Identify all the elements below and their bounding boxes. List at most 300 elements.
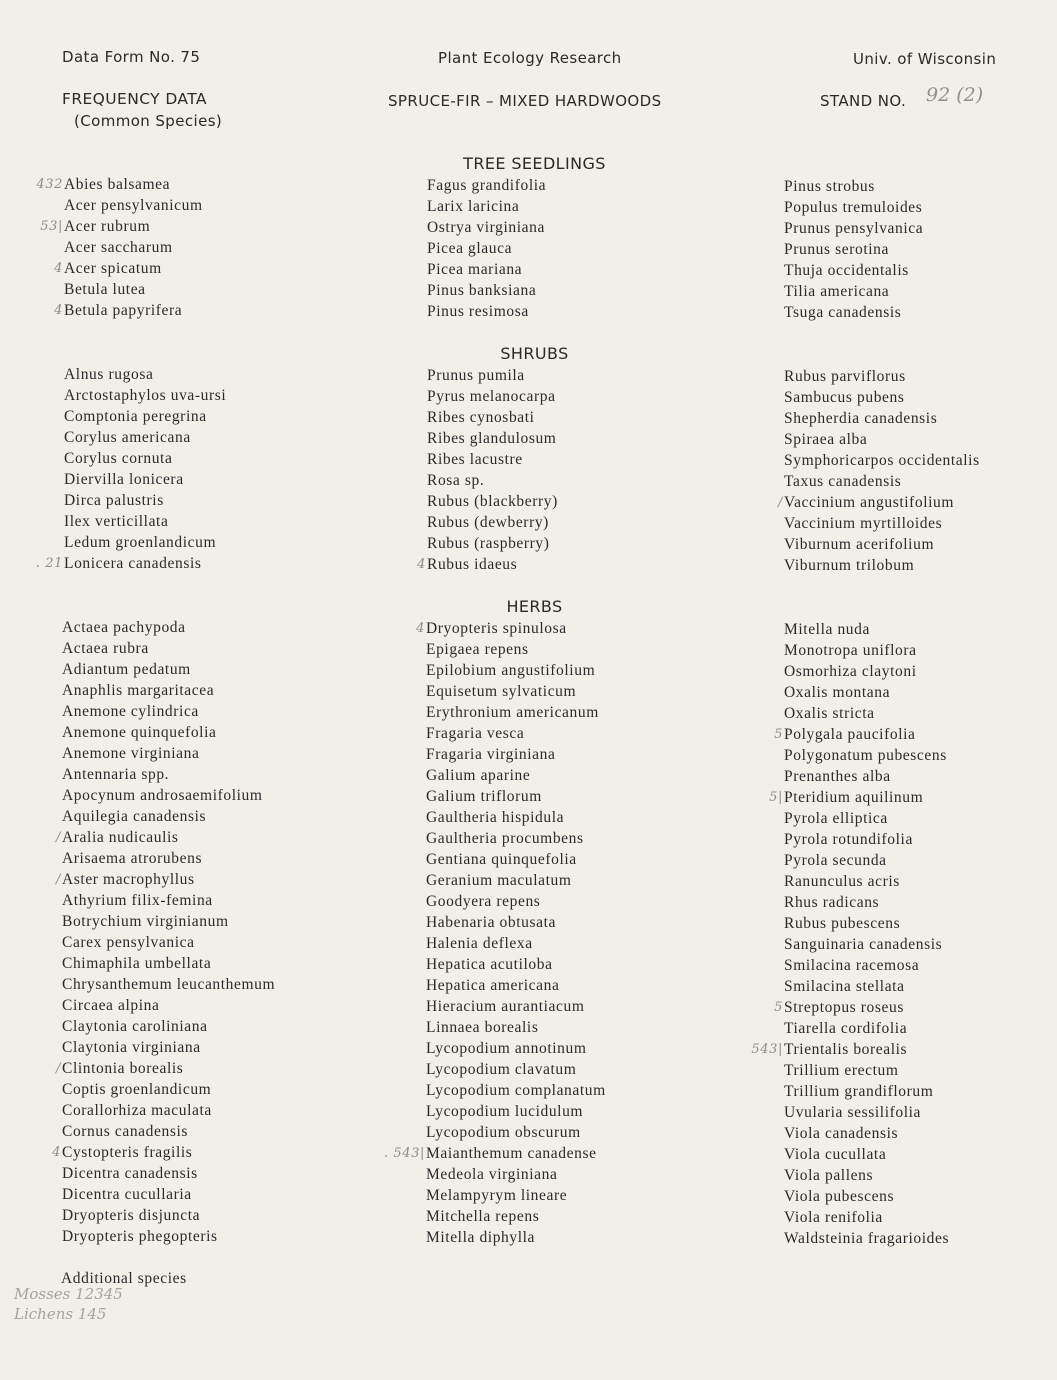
species-row <box>426 1185 606 1206</box>
species-name: Gentiana quinquefolia <box>426 851 577 868</box>
species-name: Arctostaphylos uva-ursi <box>64 387 227 404</box>
species-name: Spiraea alba <box>784 431 868 448</box>
handwritten-frequency-mark: 432 <box>36 177 63 192</box>
species-name: Lonicera canadensis <box>64 555 202 572</box>
species-name: Viola pubescens <box>784 1188 895 1205</box>
shrubs-column-1 <box>35 364 227 574</box>
species-name: Streptopus roseus <box>784 999 904 1016</box>
species-name: Mitella nuda <box>784 621 870 638</box>
species-row <box>54 300 203 321</box>
species-row <box>426 891 606 912</box>
species-row <box>426 1101 606 1122</box>
species-row <box>784 429 980 450</box>
species-name: Abies balsamea <box>64 176 171 193</box>
species-row <box>426 681 606 702</box>
species-name: Rubus idaeus <box>427 556 518 573</box>
species-name: Chimaphila umbellata <box>62 955 212 972</box>
species-row <box>427 533 558 554</box>
species-row <box>426 870 606 891</box>
species-row <box>774 724 949 745</box>
species-row <box>426 849 606 870</box>
species-row <box>426 1227 606 1248</box>
species-name: Lycopodium clavatum <box>426 1061 577 1078</box>
species-name: Larix laricina <box>427 198 520 215</box>
species-name: Betula papyrifera <box>64 302 183 319</box>
species-name: Carex pensylvanica <box>62 934 195 951</box>
species-row <box>62 1226 275 1247</box>
species-row <box>62 764 275 785</box>
species-row <box>427 301 546 322</box>
species-row <box>62 911 275 932</box>
species-row <box>784 1186 949 1207</box>
handwritten-lichens-note: Lichens 145 <box>14 1305 107 1323</box>
species-row <box>784 1165 949 1186</box>
species-name: Smilacina racemosa <box>784 957 920 974</box>
species-row <box>426 996 606 1017</box>
species-name: Pinus banksiana <box>427 282 537 299</box>
species-name: Populus tremuloides <box>784 199 923 216</box>
species-row <box>426 1059 606 1080</box>
species-row <box>784 1018 949 1039</box>
species-row <box>769 787 949 808</box>
species-name: Fragaria vesca <box>426 725 525 742</box>
species-name: Rubus (dewberry) <box>427 514 549 531</box>
species-row <box>427 386 558 407</box>
species-row <box>64 237 203 258</box>
species-name: Medeola virginiana <box>426 1166 558 1183</box>
species-row <box>62 1100 275 1121</box>
species-row <box>784 387 980 408</box>
species-row <box>426 1038 606 1059</box>
frequency-data-title: FREQUENCY DATA <box>62 90 207 108</box>
species-name: Apocynum androsaemifolium <box>62 787 263 804</box>
handwritten-frequency-mark: 5 <box>774 1000 783 1015</box>
species-row <box>427 238 546 259</box>
species-name: Ribes glandulosum <box>427 430 557 447</box>
species-name: Dicentra canadensis <box>62 1165 198 1182</box>
species-name: Pinus strobus <box>784 178 875 195</box>
species-name: Oxalis montana <box>784 684 891 701</box>
tree-seedlings-heading: TREE SEEDLINGS <box>463 154 606 173</box>
species-row <box>784 892 949 913</box>
species-row <box>426 807 606 828</box>
herbs-column-2 <box>383 618 606 1248</box>
species-name: Aster macrophyllus <box>62 871 195 888</box>
species-name: Thuja occidentalis <box>784 262 909 279</box>
species-row <box>784 218 923 239</box>
lab-name: Plant Ecology Research <box>438 49 622 67</box>
species-name: Cornus canadensis <box>62 1123 188 1140</box>
species-name: Pyrola secunda <box>784 852 887 869</box>
species-name: Dryopteris spinulosa <box>426 620 567 637</box>
shrubs-heading: SHRUBS <box>500 344 569 363</box>
species-name: Anemone quinquefolia <box>62 724 217 741</box>
shrubs-column-3 <box>778 366 980 576</box>
species-row <box>751 1039 949 1060</box>
species-name: Viburnum acerifolium <box>784 536 935 553</box>
species-row <box>62 890 275 911</box>
tree-seedlings-column-2 <box>427 175 546 322</box>
species-row <box>784 850 949 871</box>
species-row <box>62 722 275 743</box>
species-name: Tsuga canadensis <box>784 304 902 321</box>
species-name: Smilacina stellata <box>784 978 905 995</box>
species-row <box>62 1205 275 1226</box>
handwritten-frequency-mark: / <box>56 1061 61 1076</box>
handwritten-frequency-mark: 53| <box>40 219 63 234</box>
handwritten-frequency-mark: . 543| <box>383 1146 425 1161</box>
species-name: Polygonatum pubescens <box>784 747 947 764</box>
species-row <box>62 701 275 722</box>
species-row <box>784 513 980 534</box>
species-row <box>784 913 949 934</box>
species-name: Sambucus pubens <box>784 389 905 406</box>
species-name: Erythronium americanum <box>426 704 599 721</box>
species-row <box>784 1102 949 1123</box>
species-row <box>426 975 606 996</box>
herbs-column-1 <box>52 617 276 1247</box>
species-name: Epigaea repens <box>426 641 529 658</box>
species-name: Comptonia peregrina <box>64 408 207 425</box>
species-name: Rhus radicans <box>784 894 880 911</box>
species-row <box>62 1163 275 1184</box>
species-row <box>784 197 923 218</box>
species-row <box>784 640 949 661</box>
species-row <box>427 407 558 428</box>
species-name: Actaea rubra <box>62 640 149 657</box>
species-row <box>64 279 203 300</box>
species-row <box>426 744 606 765</box>
species-name: Dryopteris phegopteris <box>62 1228 218 1245</box>
species-name: Anaphlis margaritacea <box>62 682 215 699</box>
species-name: Goodyera repens <box>426 893 541 910</box>
species-name: Prunus serotina <box>784 241 890 258</box>
species-name: Waldsteinia fragarioides <box>784 1230 950 1247</box>
shrubs-column-2 <box>417 365 558 575</box>
species-row <box>427 196 546 217</box>
species-row <box>784 745 949 766</box>
species-name: Ostrya virginiana <box>427 219 545 236</box>
species-name: Pteridium aquilinum <box>784 789 924 806</box>
species-row <box>64 385 226 406</box>
species-name: Picea glauca <box>427 240 513 257</box>
species-name: Oxalis stricta <box>784 705 875 722</box>
species-row <box>784 829 949 850</box>
handwritten-frequency-mark: 543| <box>751 1042 783 1057</box>
species-row <box>427 217 546 238</box>
species-name: Antennaria spp. <box>62 766 170 783</box>
additional-species-label: Additional species <box>61 1270 187 1287</box>
species-name: Actaea pachypoda <box>62 619 186 636</box>
species-row <box>56 1058 275 1079</box>
species-row <box>54 258 203 279</box>
species-name: Sanguinaria canadensis <box>784 936 943 953</box>
species-name: Linnaea borealis <box>426 1019 539 1036</box>
species-row <box>427 280 546 301</box>
species-row <box>426 702 606 723</box>
species-row <box>427 365 558 386</box>
species-row <box>64 364 226 385</box>
species-name: Aquilegia canadensis <box>62 808 207 825</box>
species-name: Vaccinium myrtilloides <box>784 515 943 532</box>
species-row <box>784 766 949 787</box>
species-row <box>426 828 606 849</box>
species-name: Trillium grandiflorum <box>784 1083 934 1100</box>
handwritten-frequency-mark: 4 <box>52 1145 61 1160</box>
tree-seedlings-column-1 <box>36 174 203 321</box>
species-name: Dryopteris disjuncta <box>62 1207 201 1224</box>
species-row <box>64 195 203 216</box>
species-name: Epilobium angustifolium <box>426 662 596 679</box>
species-name: Pyrola rotundifolia <box>784 831 913 848</box>
species-name: Acer rubrum <box>64 218 151 235</box>
species-name: Hepatica acutiloba <box>426 956 553 973</box>
species-row <box>64 532 226 553</box>
species-row <box>784 1228 949 1249</box>
species-name: Symphoricarpos occidentalis <box>784 452 980 469</box>
species-name: Adiantum pedatum <box>62 661 191 678</box>
species-name: Prunus pensylvanica <box>784 220 924 237</box>
species-name: Rosa sp. <box>427 472 485 489</box>
species-name: Acer saccharum <box>64 239 173 256</box>
species-row <box>784 682 949 703</box>
species-name: Prunus pumila <box>427 367 525 384</box>
species-row <box>784 976 949 997</box>
species-name: Ribes lacustre <box>427 451 523 468</box>
species-name: Mitella diphylla <box>426 1229 536 1246</box>
species-name: Pinus resimosa <box>427 303 529 320</box>
species-name: Habenaria obtusata <box>426 914 557 931</box>
species-row <box>784 1207 949 1228</box>
species-row <box>64 406 226 427</box>
species-name: Trientalis borealis <box>784 1041 908 1058</box>
species-name: Acer spicatum <box>64 260 162 277</box>
species-row <box>784 239 923 260</box>
species-row <box>56 827 275 848</box>
herbs-column-3 <box>751 619 950 1249</box>
handwritten-frequency-mark: 4 <box>54 303 63 318</box>
species-row <box>52 1142 275 1163</box>
species-name: Viola cucullata <box>784 1146 887 1163</box>
species-name: Betula lutea <box>64 281 146 298</box>
species-row <box>426 1122 606 1143</box>
species-row <box>62 1079 275 1100</box>
species-name: Lycopodium obscurum <box>426 1124 581 1141</box>
species-row <box>62 932 275 953</box>
species-name: Anemone cylindrica <box>62 703 199 720</box>
species-name: Rubus (raspberry) <box>427 535 550 552</box>
species-row <box>784 281 923 302</box>
species-row <box>62 1037 275 1058</box>
species-row <box>62 743 275 764</box>
handwritten-frequency-mark: 4 <box>417 557 426 572</box>
species-row <box>64 427 226 448</box>
species-name: Prenanthes alba <box>784 768 891 785</box>
species-row <box>383 1143 606 1164</box>
species-name: Corylus cornuta <box>64 450 173 467</box>
species-row <box>784 534 980 555</box>
species-name: Diervilla lonicera <box>64 471 184 488</box>
species-row <box>62 974 275 995</box>
species-row <box>416 618 606 639</box>
species-name: Rubus parviflorus <box>784 368 906 385</box>
species-name: Chrysanthemum leucanthemum <box>62 976 276 993</box>
species-row <box>784 1123 949 1144</box>
species-name: Claytonia virginiana <box>62 1039 201 1056</box>
species-name: Mitchella repens <box>426 1208 540 1225</box>
species-name: Corallorhiza maculata <box>62 1102 212 1119</box>
species-row <box>62 617 275 638</box>
species-row <box>784 808 949 829</box>
forest-type-title: SPRUCE-FIR – MIXED HARDWOODS <box>388 92 662 110</box>
species-name: Coptis groenlandicum <box>62 1081 212 1098</box>
species-row <box>64 490 226 511</box>
species-row <box>426 786 606 807</box>
handwritten-frequency-mark: / <box>56 830 61 845</box>
species-name: Hieracium aurantiacum <box>426 998 585 1015</box>
species-name: Circaea alpina <box>62 997 160 1014</box>
handwritten-frequency-mark: / <box>56 872 61 887</box>
species-name: Viola renifolia <box>784 1209 883 1226</box>
species-row <box>774 997 949 1018</box>
species-name: Melampyrym lineare <box>426 1187 568 1204</box>
species-row <box>784 934 949 955</box>
species-row <box>784 471 980 492</box>
species-row <box>784 1060 949 1081</box>
species-row <box>62 638 275 659</box>
species-row <box>62 680 275 701</box>
species-row <box>426 1206 606 1227</box>
species-name: Maianthemum canadense <box>426 1145 597 1162</box>
species-row <box>62 995 275 1016</box>
species-row <box>784 1081 949 1102</box>
species-name: Ribes cynosbati <box>427 409 535 426</box>
species-row <box>784 260 923 281</box>
species-name: Trillium erectum <box>784 1062 899 1079</box>
species-name: Vaccinium angustifolium <box>784 494 955 511</box>
species-row <box>784 1144 949 1165</box>
species-name: Lycopodium lucidulum <box>426 1103 584 1120</box>
species-row <box>426 723 606 744</box>
species-name: Rubus (blackberry) <box>427 493 558 510</box>
species-name: Picea mariana <box>427 261 523 278</box>
species-row <box>62 1184 275 1205</box>
species-row <box>784 366 980 387</box>
species-name: Corylus americana <box>64 429 191 446</box>
handwritten-mosses-note: Mosses 12345 <box>14 1285 123 1303</box>
species-name: Dicentra cucullaria <box>62 1186 192 1203</box>
handwritten-frequency-mark: 4 <box>54 261 63 276</box>
species-name: Ranunculus acris <box>784 873 900 890</box>
species-name: Rubus pubescens <box>784 915 901 932</box>
species-row <box>427 470 558 491</box>
species-name: Viburnum trilobum <box>784 557 915 574</box>
species-row <box>426 660 606 681</box>
species-name: Pyrola elliptica <box>784 810 888 827</box>
stand-number-label: STAND NO. <box>820 92 907 110</box>
species-row <box>426 1080 606 1101</box>
species-name: Polygala paucifolia <box>784 726 916 743</box>
species-row <box>56 869 275 890</box>
species-row <box>427 428 558 449</box>
species-row <box>426 639 606 660</box>
species-name: Ilex verticillata <box>64 513 169 530</box>
species-row <box>778 492 980 513</box>
species-name: Viola canadensis <box>784 1125 899 1142</box>
tree-seedlings-column-3 <box>784 176 923 323</box>
handwritten-frequency-mark: . 21 <box>35 556 63 571</box>
herbs-heading: HERBS <box>506 597 563 616</box>
species-row <box>427 175 546 196</box>
species-name: Arisaema atrorubens <box>62 850 203 867</box>
species-name: Lycopodium complanatum <box>426 1082 606 1099</box>
species-name: Claytonia caroliniana <box>62 1018 208 1035</box>
species-name: Athyrium filix-femina <box>62 892 213 909</box>
species-name: Equisetum sylvaticum <box>426 683 577 700</box>
species-name: Galium triflorum <box>426 788 542 805</box>
species-row <box>426 765 606 786</box>
species-row <box>36 174 203 195</box>
species-name: Clintonia borealis <box>62 1060 184 1077</box>
species-name: Viola pallens <box>784 1167 874 1184</box>
species-row <box>427 449 558 470</box>
species-row <box>62 1016 275 1037</box>
species-row <box>427 259 546 280</box>
species-row <box>62 806 275 827</box>
species-name: Fagus grandifolia <box>427 177 547 194</box>
species-name: Tiarella cordifolia <box>784 1020 908 1037</box>
species-name: Gaultheria procumbens <box>426 830 584 847</box>
species-name: Dirca palustris <box>64 492 164 509</box>
species-name: Uvularia sessilifolia <box>784 1104 922 1121</box>
species-row <box>35 553 226 574</box>
species-name: Pyrus melanocarpa <box>427 388 556 405</box>
species-name: Galium aparine <box>426 767 531 784</box>
species-name: Acer pensylvanicum <box>64 197 203 214</box>
species-name: Gaultheria hispidula <box>426 809 565 826</box>
species-name: Aralia nudicaulis <box>62 829 179 846</box>
species-row <box>417 554 558 575</box>
species-name: Alnus rugosa <box>64 366 154 383</box>
species-row <box>784 555 980 576</box>
species-row <box>784 703 949 724</box>
species-row <box>784 302 923 323</box>
species-name: Halenia deflexa <box>426 935 533 952</box>
species-row <box>784 619 949 640</box>
species-row <box>784 661 949 682</box>
species-row <box>784 176 923 197</box>
species-row <box>426 933 606 954</box>
species-name: Fragaria virginiana <box>426 746 556 763</box>
species-row <box>62 785 275 806</box>
species-name: Anemone virginiana <box>62 745 200 762</box>
species-row <box>62 848 275 869</box>
species-row <box>62 953 275 974</box>
species-name: Botrychium virginianum <box>62 913 229 930</box>
species-row <box>64 511 226 532</box>
species-row <box>784 408 980 429</box>
species-name: Geranium maculatum <box>426 872 572 889</box>
species-row <box>64 448 226 469</box>
species-row <box>427 491 558 512</box>
species-name: Monotropa uniflora <box>784 642 917 659</box>
species-row <box>64 469 226 490</box>
species-row <box>784 955 949 976</box>
stand-number-value: 92 (2) <box>926 84 984 106</box>
form-number: Data Form No. 75 <box>62 48 201 66</box>
species-row <box>426 1164 606 1185</box>
species-name: Hepatica americana <box>426 977 560 994</box>
